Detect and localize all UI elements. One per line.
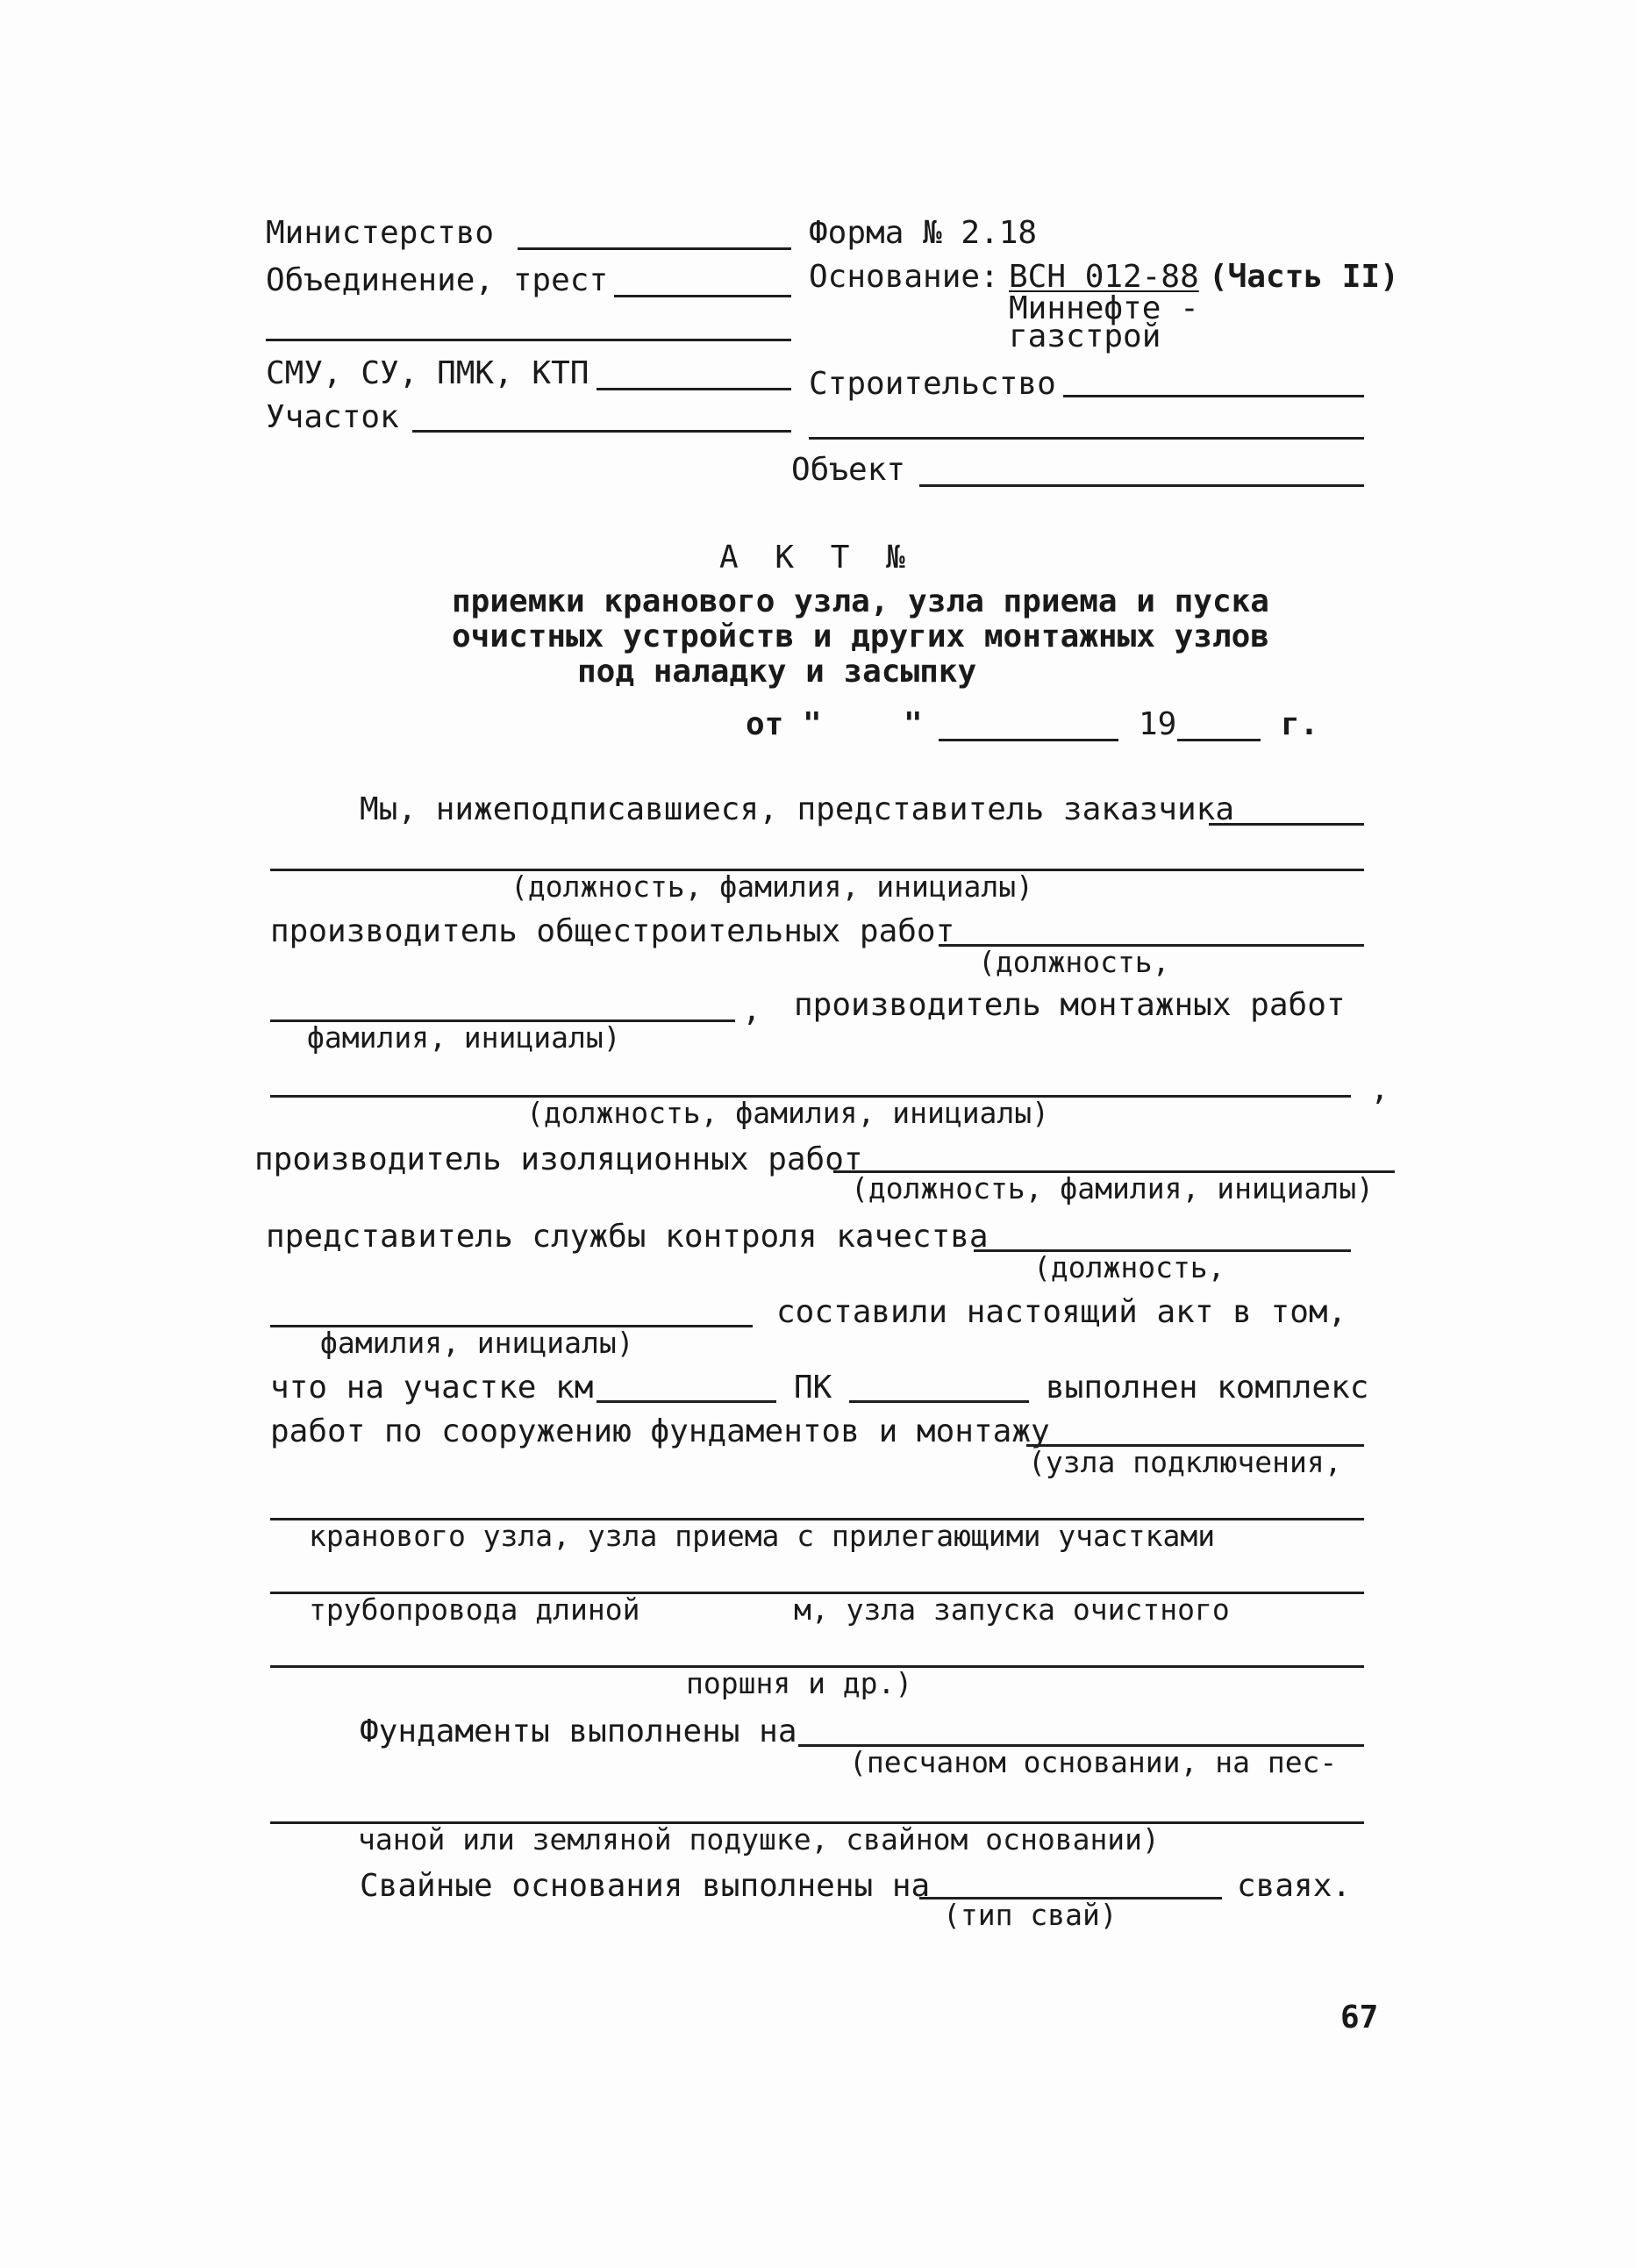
- comma-2: ,: [1370, 1071, 1390, 1107]
- pile-bases-done-label: Свайные основания выполнены на: [360, 1868, 931, 1904]
- page-number: 67: [1340, 2000, 1379, 2035]
- basis-org-line2: газстрой: [1009, 318, 1161, 354]
- date-month-field[interactable]: [939, 739, 1118, 741]
- caption-pipeline-length: трубопровода длиной: [309, 1592, 640, 1627]
- construction-field[interactable]: [1063, 395, 1364, 397]
- section-km-label: что на участке км: [270, 1370, 594, 1406]
- basis-org-line1: Миннефте -: [1009, 290, 1199, 326]
- km-field[interactable]: [597, 1400, 776, 1403]
- caption-sand-base: (песчаном основании, на пес-: [849, 1745, 1338, 1779]
- title-line-1: приемки кранового узла, узла приема и пуска: [452, 583, 1269, 619]
- complex-done-text: выполнен комплекс: [1046, 1370, 1369, 1406]
- pk-label: ПК: [794, 1370, 832, 1406]
- basis-part: (Часть II): [1209, 259, 1399, 295]
- caption-name-initials: фамилия, инициалы): [307, 1020, 621, 1055]
- section-field[interactable]: [412, 430, 791, 433]
- date-year-field[interactable]: [1177, 739, 1261, 741]
- caption-position-name-initials: (должность, фамилия, инициалы): [511, 869, 1034, 904]
- undersigned-text: Мы, нижеподписавшиеся, представитель заказчика: [360, 791, 1234, 827]
- date-quote-close: ": [904, 706, 923, 742]
- installation-works-producer-label: производитель монтажных работ: [794, 987, 1346, 1023]
- customer-rep-field[interactable]: [1209, 823, 1364, 826]
- association-field[interactable]: [614, 295, 791, 297]
- caption-position-2: (должность,: [1033, 1250, 1225, 1284]
- smu-label: СМУ, СУ, ПМК, КТП: [266, 355, 589, 391]
- caption-position-name-initials-3: (должность, фамилия, инициалы): [851, 1171, 1375, 1206]
- association-label: Объединение, трест: [266, 262, 609, 298]
- comma: ,: [742, 992, 761, 1028]
- association-field-line2[interactable]: [266, 339, 791, 341]
- form-number: Форма № 2.18: [809, 215, 1038, 251]
- compiled-act-text: составили настоящий акт в том,: [776, 1294, 1347, 1330]
- date-year-suffix: г.: [1281, 706, 1319, 742]
- caption-crane-node: кранового узла, узла приема с прилегающими участками: [309, 1519, 1216, 1553]
- caption-pile-type: (тип свай): [943, 1898, 1118, 1932]
- quality-control-rep-label: представитель службы контроля качества: [266, 1219, 989, 1255]
- caption-m-launch: м, узла запуска очистного: [794, 1592, 1230, 1627]
- date-year-prefix: 19: [1139, 706, 1177, 742]
- object-label: Объект: [791, 452, 906, 488]
- ministry-label: Министерство: [266, 215, 495, 251]
- caption-connection-node: (узла подключения,: [1028, 1445, 1342, 1479]
- caption-name-initials-2: фамилия, инициалы): [320, 1326, 634, 1360]
- caption-position-name-initials-2: (должность, фамилия, инициалы): [526, 1096, 1050, 1130]
- smu-field[interactable]: [597, 388, 791, 390]
- insulation-works-producer-label: производитель изоляционных работ: [254, 1141, 863, 1177]
- basis-label: Основание:: [809, 259, 999, 295]
- pk-field[interactable]: [849, 1400, 1029, 1403]
- basis-doc: ВСН 012-88: [1009, 259, 1199, 295]
- general-works-producer-label: производитель общестроительных работ: [270, 913, 955, 949]
- title-line-3: под наладку и засыпку: [577, 654, 977, 690]
- object-field[interactable]: [919, 484, 1364, 487]
- construction-label: Строительство: [809, 366, 1056, 402]
- title-line-2: очистных устройств и других монтажных узлов: [452, 619, 1269, 655]
- caption-position: (должность,: [978, 945, 1170, 979]
- caption-piston: поршня и др.): [686, 1666, 913, 1700]
- date-from: от ": [746, 706, 822, 742]
- akt-heading: А К Т №: [719, 540, 914, 576]
- section-label: Участок: [266, 399, 399, 435]
- foundations-done-label: Фундаменты выполнены на: [360, 1714, 797, 1749]
- ministry-field[interactable]: [518, 247, 791, 250]
- construction-field-line2[interactable]: [809, 437, 1364, 440]
- caption-sand-cushion: чаной или земляной подушке, свайном основании): [358, 1822, 1160, 1857]
- piles-text: сваях.: [1237, 1868, 1352, 1904]
- works-foundations-text: работ по сооружению фундаментов и монтажу: [270, 1413, 1050, 1449]
